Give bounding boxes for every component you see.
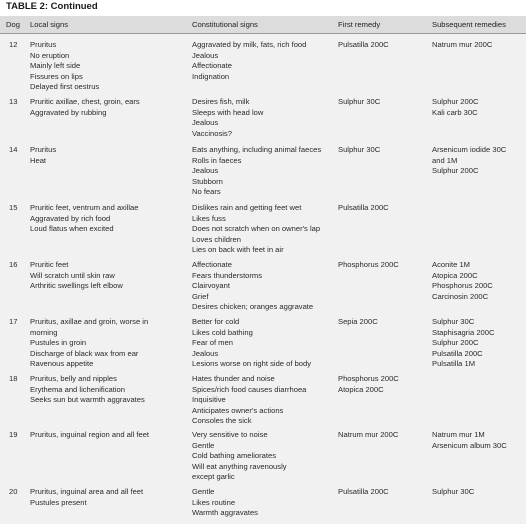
local-sign: Aggravated by rubbing — [30, 107, 107, 117]
header-local-signs: Local signs — [30, 20, 68, 29]
first-remedy: Phosphorus 200C — [338, 260, 399, 269]
constitutional-sign: Fears thunderstorms — [192, 270, 263, 280]
local-sign: Pruritus, inguinal region and all feet — [30, 430, 150, 439]
local-sign: Pruritus, inguinal area and all feet — [30, 487, 144, 496]
constitutional-sign: Stubborn — [192, 176, 223, 186]
constitutional-sign: Clairvoyant — [192, 281, 230, 290]
subsequent-remedy: Carcinosin 200C — [432, 291, 489, 301]
subsequent-remedy: Phosphorus 200C — [432, 281, 493, 290]
subsequent-remedy: Staphisagria 200C — [432, 327, 495, 337]
local-sign: No eruption — [30, 50, 70, 60]
constitutional-sign: Inquisitive — [192, 395, 226, 404]
constitutional-sign: Jealous — [192, 348, 219, 358]
dog-number: 14 — [9, 145, 18, 154]
constitutional-sign: Lesions worse on right side of body — [192, 359, 312, 368]
local-sign: Pustules in groin — [30, 338, 87, 347]
constitutional-sign: Does not scratch when on owner's lap — [192, 224, 321, 233]
constitutional-sign: Jealous — [192, 50, 219, 60]
subsequent-remedy: Sulphur 200C — [432, 97, 479, 106]
constitutional-sign: Aggravated by milk, fats, rich food — [192, 40, 307, 49]
first-remedy: Pulsatilla 200C — [338, 40, 389, 49]
constitutional-sign: Grief — [192, 291, 209, 301]
local-sign: Aggravated by rich food — [30, 213, 111, 223]
local-sign: Heat — [30, 155, 47, 165]
dog-number: 16 — [9, 260, 18, 269]
table-title: TABLE 2: Continued — [6, 1, 98, 12]
subsequent-remedy: Atopica 200C — [432, 270, 478, 280]
constitutional-sign: Indignation — [192, 71, 230, 81]
first-remedy: Atopica 200C — [338, 384, 384, 394]
local-sign: Pruritus, axillae and groin, worse in — [30, 317, 149, 326]
constitutional-sign: Very sensitive to noise — [192, 430, 268, 439]
local-sign: Will scratch until skin raw — [30, 270, 115, 280]
constitutional-sign: Eats anything, including animal faeces — [192, 145, 322, 154]
constitutional-sign: Spices/rich food causes diarrhoea — [192, 384, 307, 394]
constitutional-sign: Desires chicken; oranges aggravate — [192, 302, 314, 311]
first-remedy: Pulsatilla 200C — [338, 203, 389, 212]
first-remedy: Natrum mur 200C — [338, 430, 399, 439]
constitutional-sign: No fears — [192, 187, 221, 196]
constitutional-sign: Loves children — [192, 234, 241, 244]
local-sign: Discharge of black wax from ear — [30, 348, 139, 358]
dog-number: 13 — [9, 97, 18, 106]
local-sign: Seeks sun but warmth aggravates — [30, 395, 145, 404]
local-sign: Pruritus — [30, 40, 57, 49]
local-sign: Ravenous appetite — [30, 359, 94, 368]
constitutional-sign: Jealous — [192, 118, 219, 127]
constitutional-sign: Rolls in faeces — [192, 155, 242, 165]
subsequent-remedy: Natrum mur 1M — [432, 430, 485, 439]
dog-number: 17 — [9, 317, 18, 326]
local-sign: Mainly left side — [30, 61, 81, 70]
header-subsequent-remedies: Subsequent remedies — [432, 20, 506, 29]
dog-number: 20 — [9, 487, 18, 496]
subsequent-remedy: Sulphur 30C — [432, 317, 475, 326]
constitutional-sign: Cold bathing ameliorates — [192, 451, 277, 460]
constitutional-sign: Vaccinosis? — [192, 128, 232, 138]
constitutional-sign: Fear of men — [192, 338, 233, 347]
constitutional-sign: Gentle — [192, 440, 215, 450]
local-sign: Pustules present — [30, 497, 87, 507]
local-sign: Pruritus — [30, 145, 57, 154]
table-body — [0, 34, 526, 524]
constitutional-sign: Likes routine — [192, 497, 236, 507]
local-sign: morning — [30, 327, 58, 337]
constitutional-sign: Desires fish, milk — [192, 97, 250, 106]
subsequent-remedy: Pulsatilla 200C — [432, 348, 483, 358]
first-remedy: Sulphur 30C — [338, 145, 381, 154]
local-sign: Fissures on lips — [30, 71, 83, 81]
constitutional-sign: Sleeps with head low — [192, 107, 264, 117]
first-remedy: Sulphur 30C — [338, 97, 381, 106]
first-remedy: Pulsatilla 200C — [338, 487, 389, 496]
dog-number: 18 — [9, 374, 18, 383]
local-sign: Pruritic feet, ventrum and axillae — [30, 203, 139, 212]
constitutional-sign: Jealous — [192, 166, 219, 175]
local-sign: Arthritic swellings left elbow — [30, 281, 123, 290]
constitutional-sign: Likes cold bathing — [192, 327, 253, 337]
constitutional-sign: Warmth aggravates — [192, 508, 258, 517]
constitutional-sign: Affectionate — [192, 260, 232, 269]
subsequent-remedy: Sulphur 200C — [432, 338, 479, 347]
local-sign: Loud flatus when excited — [30, 224, 114, 233]
constitutional-sign: Will eat anything ravenously — [192, 461, 287, 471]
dog-number: 12 — [9, 40, 18, 49]
subsequent-remedy: Natrum mur 200C — [432, 40, 493, 49]
constitutional-sign: Gentle — [192, 487, 215, 496]
dog-number: 19 — [9, 430, 18, 439]
local-sign: Pruritus, belly and nipples — [30, 374, 117, 383]
subsequent-remedy: and 1M — [432, 155, 458, 165]
constitutional-sign: Lies on back with feet in air — [192, 245, 284, 254]
dog-number: 15 — [9, 203, 18, 212]
subsequent-remedy: Kali carb 30C — [432, 107, 478, 117]
table-header — [0, 16, 526, 34]
local-sign: Delayed first oestrus — [30, 82, 100, 91]
local-sign: Pruritic axillae, chest, groin, ears — [30, 97, 140, 106]
constitutional-sign: Consoles the sick — [192, 416, 252, 425]
constitutional-sign: Anticipates owner's actions — [192, 405, 284, 415]
subsequent-remedy: Pulsatilla 1M — [432, 359, 476, 368]
first-remedy: Sepia 200C — [338, 317, 378, 326]
constitutional-sign: Likes fuss — [192, 213, 226, 223]
subsequent-remedy: Arsenicum album 30C — [432, 440, 507, 450]
header-constitutional-signs: Constitutional signs — [192, 20, 258, 29]
subsequent-remedy: Sulphur 30C — [432, 487, 475, 496]
subsequent-remedy: Sulphur 200C — [432, 166, 479, 175]
subsequent-remedy: Aconite 1M — [432, 260, 470, 269]
constitutional-sign: except garlic — [192, 472, 235, 481]
header-first-remedy: First remedy — [338, 20, 381, 29]
local-sign: Pruritic feet — [30, 260, 69, 269]
constitutional-sign: Hates thunder and noise — [192, 374, 275, 383]
constitutional-sign: Better for cold — [192, 317, 240, 326]
header-dog: Dog — [6, 20, 20, 29]
constitutional-sign: Affectionate — [192, 61, 232, 70]
first-remedy: Phosphorus 200C — [338, 374, 399, 383]
subsequent-remedy: Arsenicum iodide 30C — [432, 145, 507, 154]
local-sign: Erythema and lichenification — [30, 384, 125, 394]
constitutional-sign: Dislikes rain and getting feet wet — [192, 203, 302, 212]
